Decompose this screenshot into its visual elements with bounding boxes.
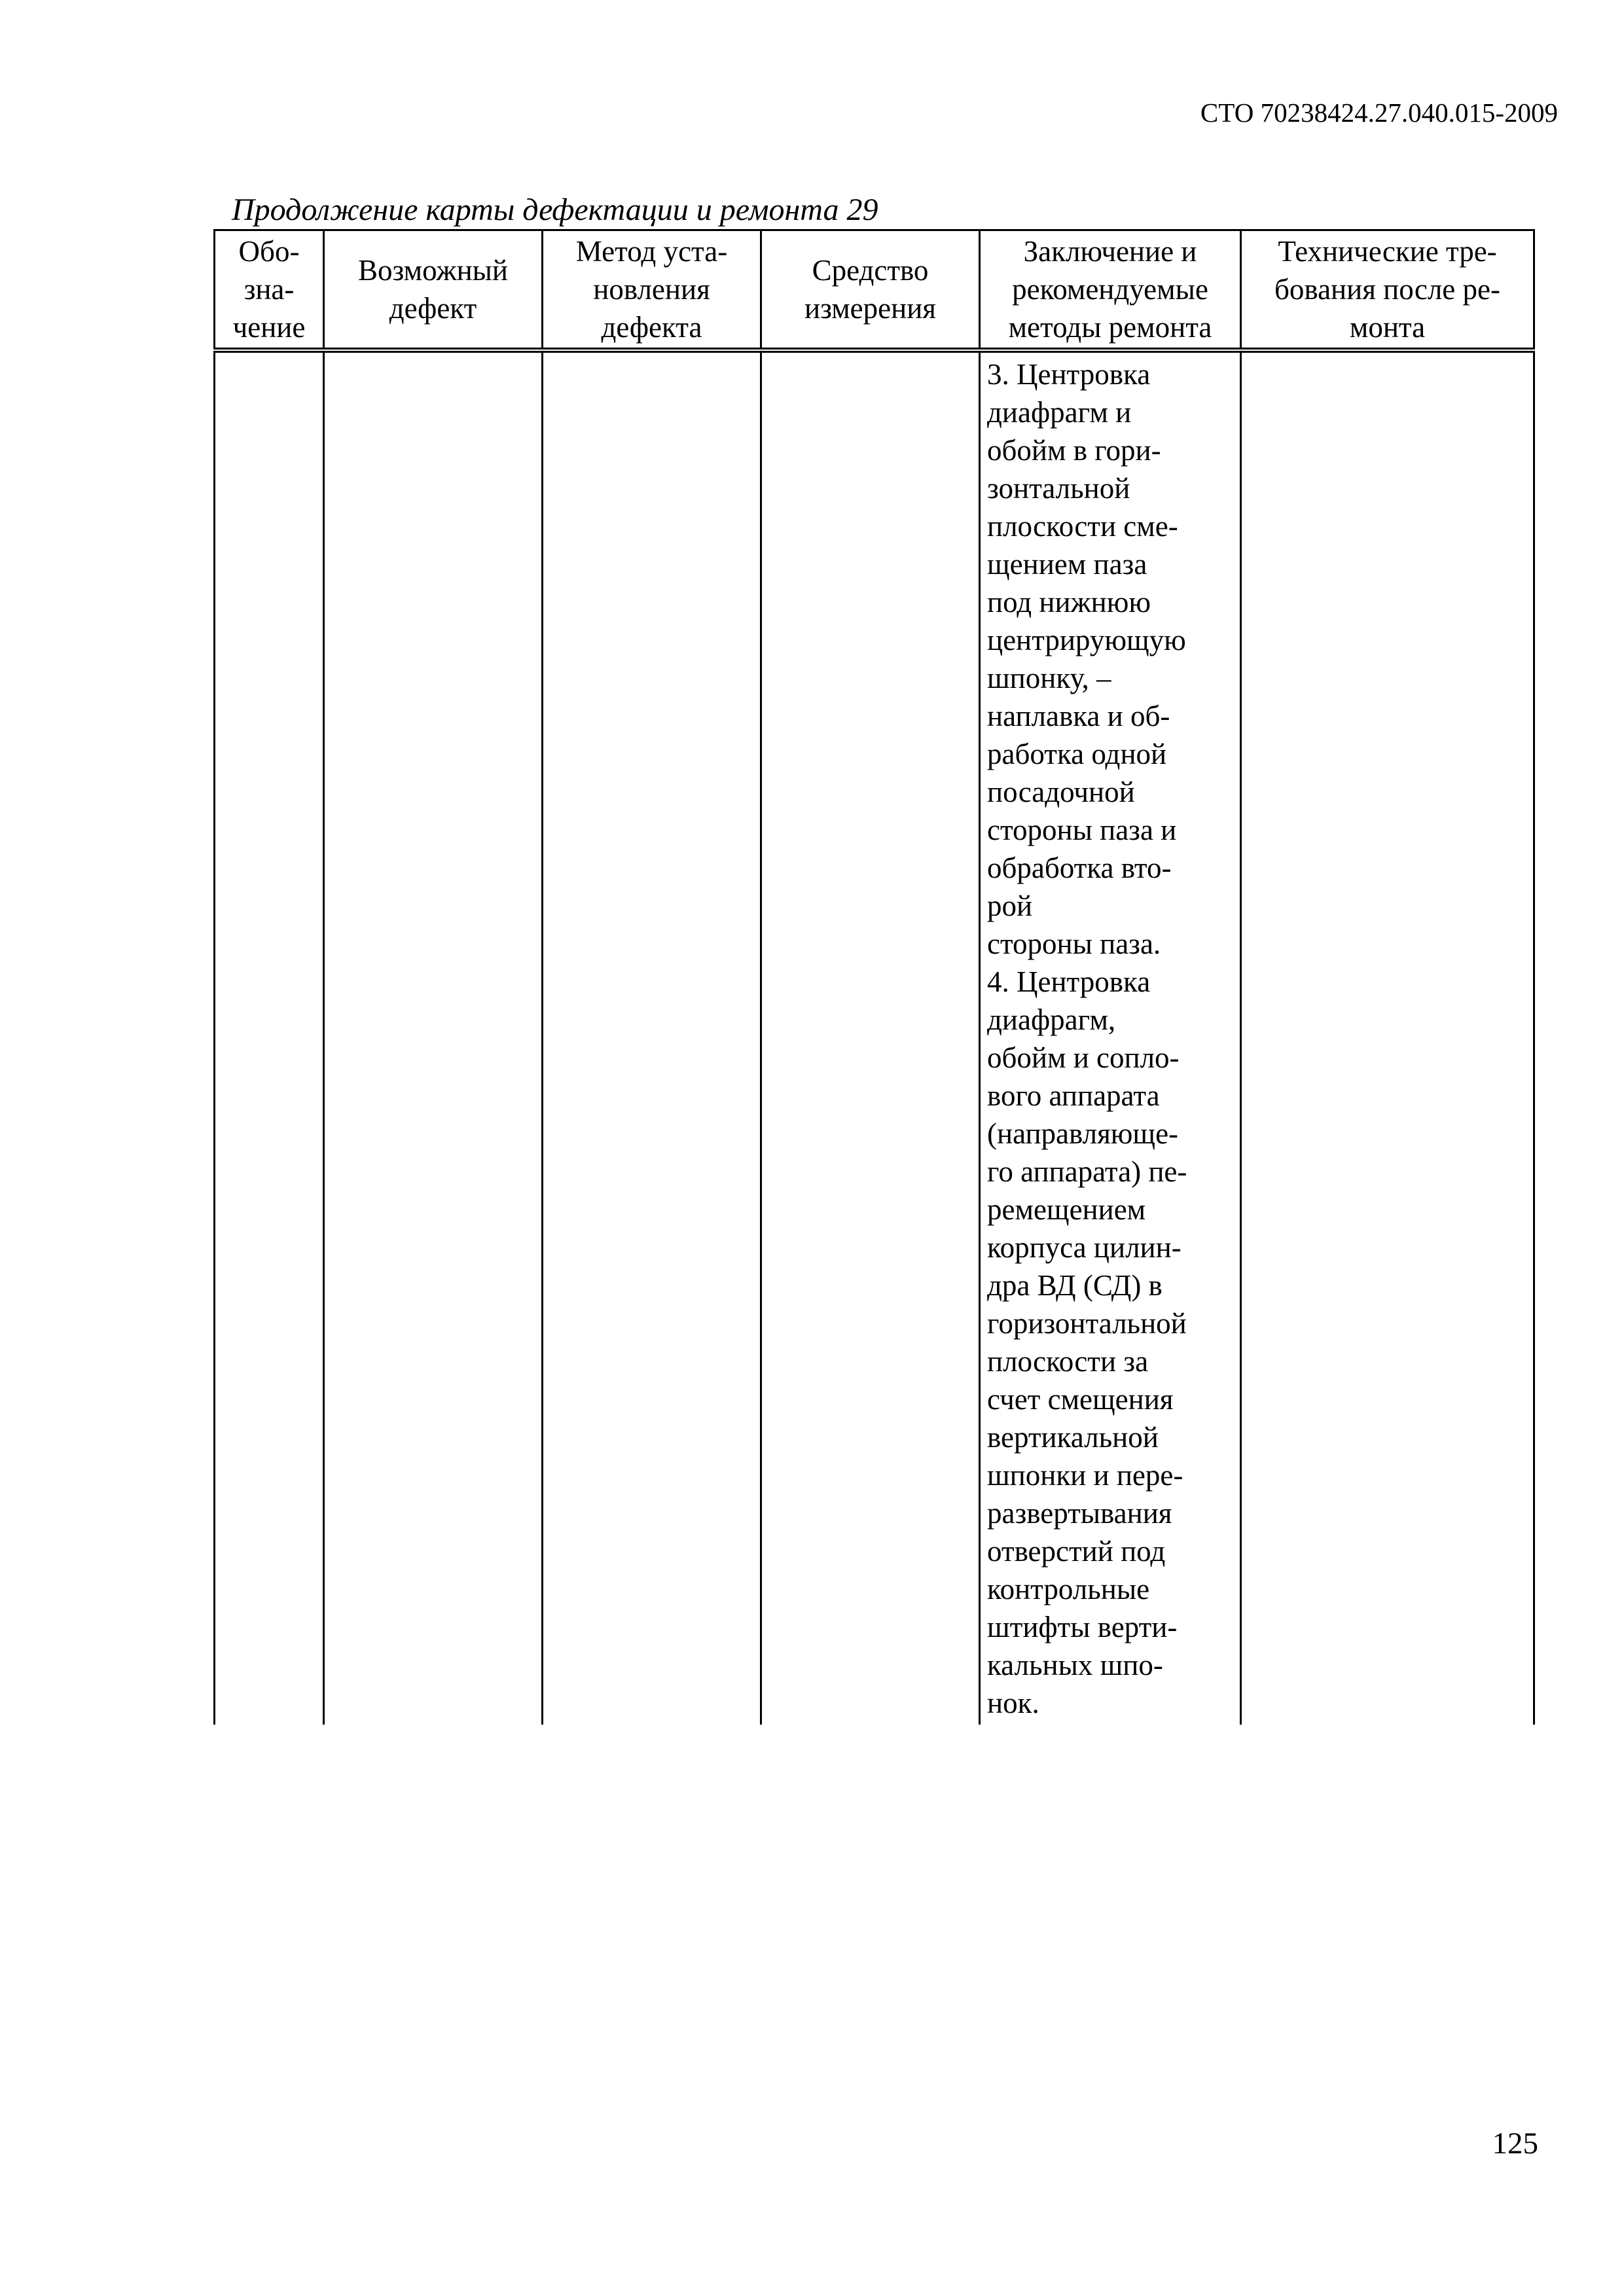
cell-possible-defect <box>324 350 543 1725</box>
cell-measuring-instrument <box>761 350 980 1725</box>
cell-technical-requirements <box>1241 350 1534 1725</box>
table-caption: Продолжение карты дефектации и ремонта 29 <box>232 192 878 227</box>
table-row <box>215 350 1534 1725</box>
cell-detection-method <box>543 350 761 1725</box>
column-header-measuring-instrument: Средство измерения <box>761 230 980 351</box>
defect-repair-table <box>213 229 1535 1725</box>
column-header-conclusion: Заключение и рекомендуемые методы ремонта <box>980 230 1241 351</box>
table-header-row <box>215 230 1534 351</box>
column-header-possible-defect: Возможный дефект <box>324 230 543 351</box>
column-header-detection-method: Метод уста- новления дефекта <box>543 230 761 351</box>
column-header-designation: Обо- зна- чение <box>215 230 324 351</box>
cell-conclusion-and-methods: 3. Центровка диафрагм и обойм в гори- зонтальной плоскости сме- щением паза под нижнюю центрирующую шпонку, – наплавка и об- работка одной посадочной стороны паза и обработка вто- рой стороны паза. 4. Центровка диафрагм, обойм и сопло- вого аппарата (направляюще- го аппарата) пе- ремещением корпуса цилин- дра ВД (СД) в горизонтальной плоскости за счет смещения вертикальной шпонки и пере- развертывания отверстий под контрольные штифты верти- кальных шпо- нок. <box>980 350 1241 1725</box>
page-number: 125 <box>1492 2126 1538 2161</box>
cell-designation <box>215 350 324 1725</box>
document-code: СТО 70238424.27.040.015-2009 <box>1200 98 1558 128</box>
column-header-technical-requirements: Технические тре- бования после ре- монта <box>1241 230 1534 351</box>
